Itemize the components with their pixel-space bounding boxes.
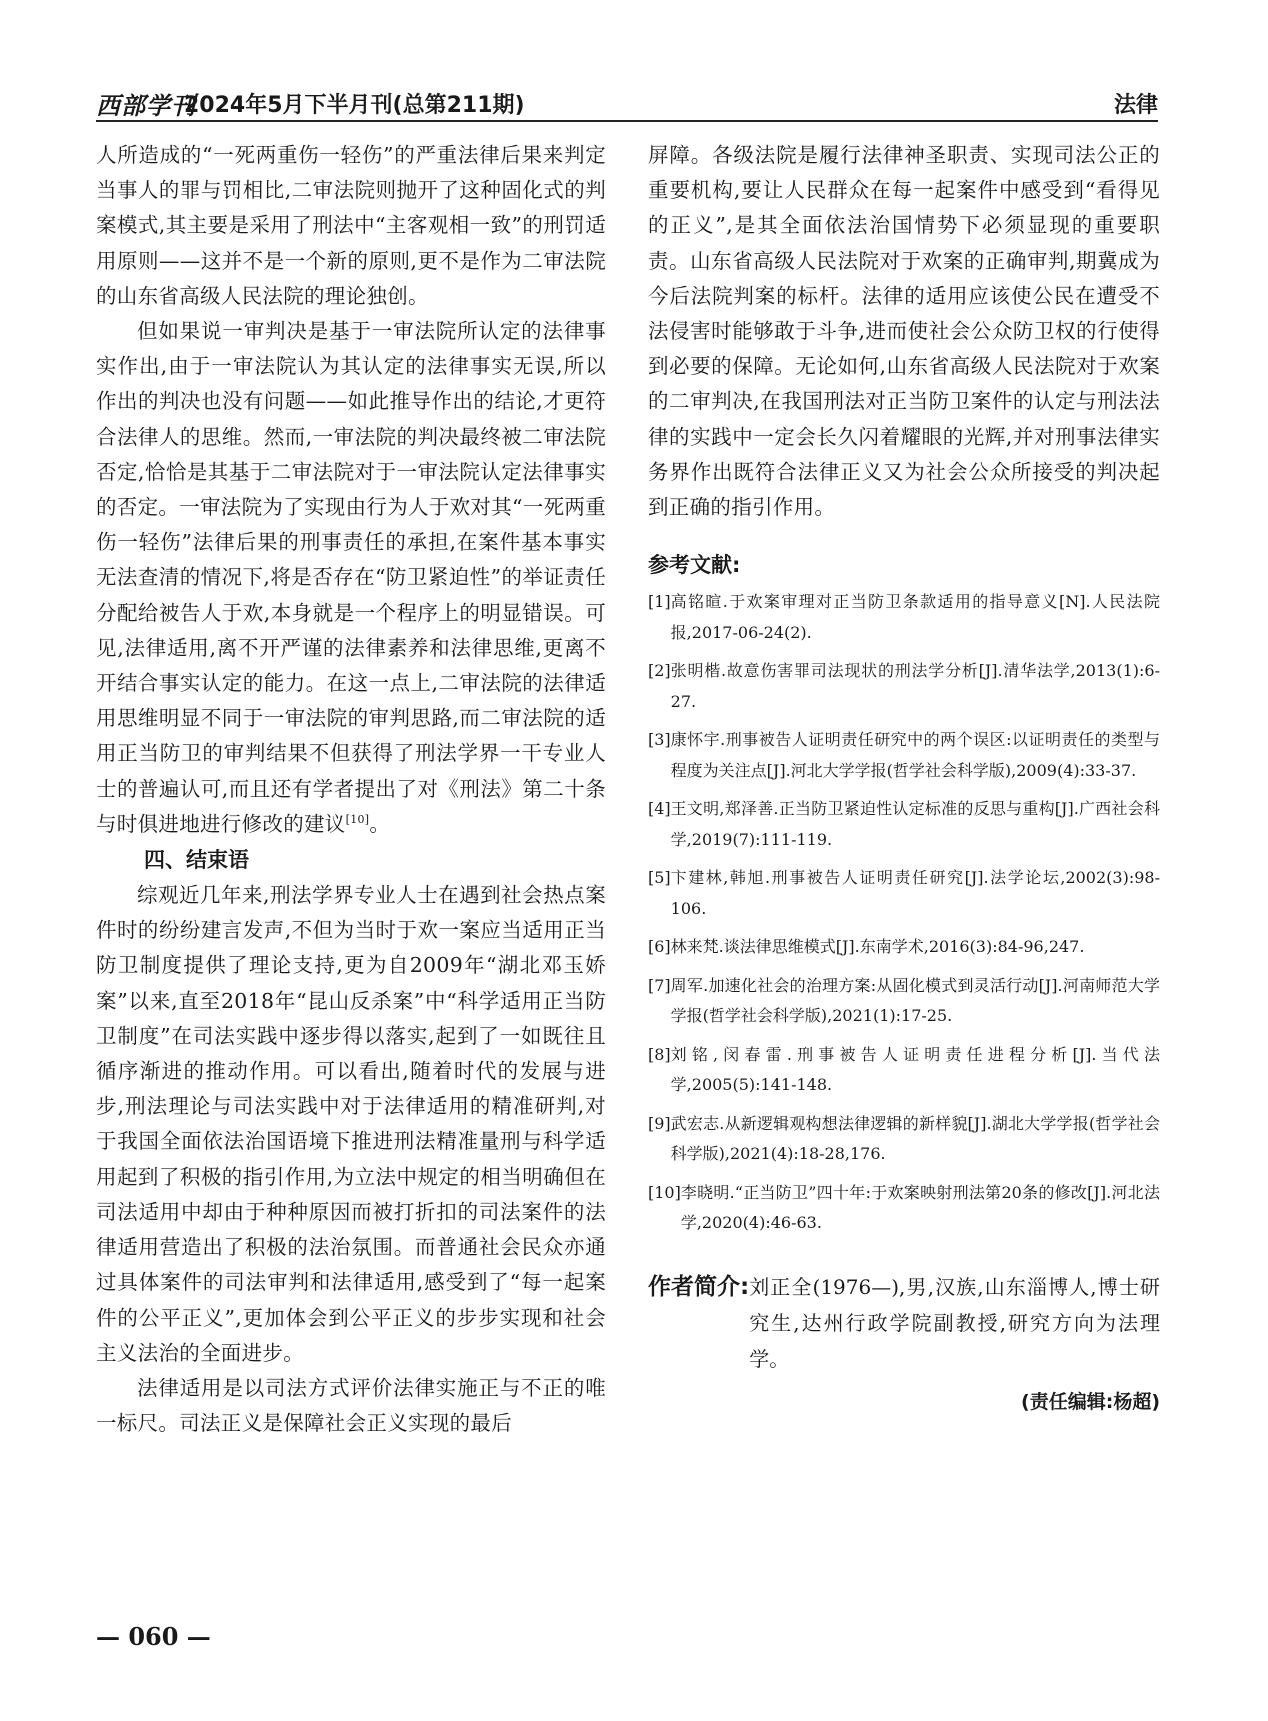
body-paragraph-2-end: 。 bbox=[369, 811, 391, 836]
reference-number: [6] bbox=[648, 937, 671, 957]
reference-number: [3] bbox=[648, 730, 671, 750]
reference-item bbox=[648, 863, 1160, 924]
reference-text: 周军.加速化社会的治理方案:从固化模式到灵活行动[J].河南师范大学学报(哲学社会科学版),2021(1):17-25. bbox=[670, 975, 1160, 1026]
reference-text: 高铭暄.于欢案审理对正当防卫条款适用的指导意义[N].人民法院报,2017-06-24(2). bbox=[670, 592, 1160, 642]
citation-10: [10] bbox=[345, 813, 370, 827]
reference-number: [10] bbox=[648, 1182, 681, 1202]
reference-item bbox=[648, 656, 1160, 717]
reference-item bbox=[648, 1040, 1160, 1101]
left-column bbox=[96, 138, 606, 1441]
right-column bbox=[648, 138, 1160, 1414]
reference-item bbox=[648, 725, 1160, 786]
reference-number: [4] bbox=[648, 799, 671, 819]
reference-item bbox=[648, 1109, 1160, 1170]
reference-number: [8] bbox=[648, 1044, 671, 1064]
reference-text: 卞建林,韩旭.刑事被告人证明责任研究[J].法学论坛,2002(3):98-106. bbox=[670, 868, 1160, 918]
body-paragraph-continued: 屏障。各级法院是履行法律神圣职责、实现司法公正的重要机构,要让人民群众在每一起案件中感受到“看得见的正义”,是其全面依法治国情势下必须显现的重要职责。山东省高级人民法院对于欢案的正确审判,期冀成为今后法院判案的标杆。法律的适用应该使公民在遭受不法侵害时能够敢于斗争,进而使社会公众防卫权的行使得到必要的保障。无论如何,山东省高级人民法院对于欢案的二审判决,在我国刑法对正当防卫案件的认定与刑法法律的实践中一定会长久闪着耀眼的光辉,并对刑事法律实务界作出既符合法律正义又为社会公众所接受的判决起到正确的指引作用。 bbox=[648, 143, 1160, 520]
reference-item bbox=[648, 587, 1160, 648]
reference-number: [2] bbox=[648, 661, 671, 681]
author-bio-text: 刘正全(1976—),男,汉族,山东淄博人,博士研究生,达州行政学院副教授,研究方向为法理学。 bbox=[749, 1274, 1160, 1371]
conclusion-paragraph-2: 法律适用是以司法方式评价法律实施正与不正的唯一标尺。司法正义是保障社会正义实现的最后 bbox=[96, 1375, 606, 1436]
references-list bbox=[648, 587, 1160, 1239]
reference-number: [7] bbox=[648, 975, 671, 995]
reference-text: 林来梵.谈法律思维模式[J].东南学术,2016(3):84-96,247. bbox=[670, 937, 1085, 957]
reference-item bbox=[648, 794, 1160, 855]
reference-text: 武宏志.从新逻辑观构想法律逻辑的新样貌[J].湖北大学学报(哲学社会科学版),2021(4):18-28,176. bbox=[670, 1113, 1160, 1164]
reference-number: [9] bbox=[648, 1113, 671, 1133]
references-title: 参考文献: bbox=[648, 553, 741, 578]
page-number: — 060 — bbox=[96, 1622, 211, 1651]
reference-text: 李晓明.“正当防卫”四十年:于欢案映射刑法第20条的修改[J].河北法学,2020(4):46-63. bbox=[680, 1182, 1160, 1233]
reference-text: 张明楷.故意伤害罪司法现状的刑法学分析[J].清华法学,2013(1):6-27. bbox=[670, 661, 1160, 711]
reference-text: 刘铭,闵春雷.刑事被告人证明责任进程分析[J].当代法学,2005(5):141-148. bbox=[670, 1044, 1160, 1095]
section-heading: 四、结束语 bbox=[144, 848, 249, 873]
body-paragraph-2-text: 但如果说一审判决是基于一审法院所认定的法律事实作出,由于一审法院认为其认定的法律事实无误,所以作出的判决也没有问题——如此推导作出的结论,才更符合法律人的思维。然而,一审法院的判决最终被二审法院否定,恰恰是其基于二审法院对于一审法院认定法律事实的否定。一审法院为了实现由行为人于欢对其“一死两重伤一轻伤”法律后果的刑事责任的承担,在案件基本事实无法查清的情况下,将是否存在“防卫紧迫性”的举证责任分配给被告人于欢,本身就是一个程序上的明显错误。可见,法律适用,离不开严谨的法律素养和法律思维,更离不开结合事实认定的能力。在这一点上,二审法院的法律适用思维明显不同于一审法院的审判思路,而二审法院的适用正当防卫的审判结果不但获得了刑法学界一干专业人士的普遍认可,而且还有学者提出了对《刑法》第二十条与时俱进地进行修改的建议 bbox=[96, 319, 606, 836]
journal-logo: 西部学刊 bbox=[96, 91, 196, 120]
body-paragraph-2 bbox=[96, 314, 606, 842]
reference-item bbox=[648, 971, 1160, 1032]
author-bio bbox=[648, 1269, 1160, 1377]
page-header bbox=[96, 86, 1158, 122]
body-paragraph-1: 人所造成的“一死两重伤一轻伤”的严重法律后果来判定当事人的罪与罚相比,二审法院则抛开了这种固化式的判案模式,其主要是采用了刑法中“主客观相一致”的刑罚适用原则——这并不是一个新的原则,更不是作为二审法院的山东省高级人民法院的理论独创。 bbox=[96, 143, 606, 308]
reference-number: [1] bbox=[648, 592, 671, 612]
responsible-editor: (责任编辑:杨超) bbox=[1021, 1390, 1160, 1413]
author-bio-label: 作者简介: bbox=[648, 1273, 750, 1300]
reference-item bbox=[648, 932, 1160, 963]
reference-text: 康怀宇.刑事被告人证明责任研究中的两个误区:以证明责任的类型与程度为关注点[J].河北大学学报(哲学社会科学版),2009(4):33-37. bbox=[670, 730, 1160, 780]
reference-item bbox=[648, 1178, 1160, 1239]
conclusion-paragraph-1: 综观近几年来,刑法学界专业人士在遇到社会热点案件时的纷纷建言发声,不但为当时于欢一案应当适用正当防卫制度提供了理论支持,更为自2009年“湖北邓玉娇案”以来,直至2018年“昆山反杀案”中“科学适用正当防卫制度”在司法实践中逐步得以落实,起到了一如既往且循序渐进的推动作用。可以看出,随着时代的发展与进步,刑法理论与司法实践中对于法律适用的精准研判,对于我国全面依法治国语境下推进刑法精准量刑与科学适用起到了积极的指引作用,为立法中规定的相当明确但在司法适用中却由于种种原因而被打折扣的司法案件的法律适用营造出了积极的法治氛围。而普通社会民众亦通过具体案件的司法审判和法律适用,感受到了“每一起案件的公平正义”,更加体会到公平正义的步步实现和社会主义法治的全面进步。 bbox=[96, 883, 606, 1365]
section-tag: 法律 bbox=[1113, 93, 1158, 118]
reference-number: [5] bbox=[648, 868, 671, 888]
issue-info: 2024年5月下半月刊(总第211期) bbox=[184, 93, 525, 118]
reference-text: 王文明,郑泽善.正当防卫紧迫性认定标准的反思与重构[J].广西社会科学,2019(7):111-119. bbox=[670, 799, 1160, 849]
